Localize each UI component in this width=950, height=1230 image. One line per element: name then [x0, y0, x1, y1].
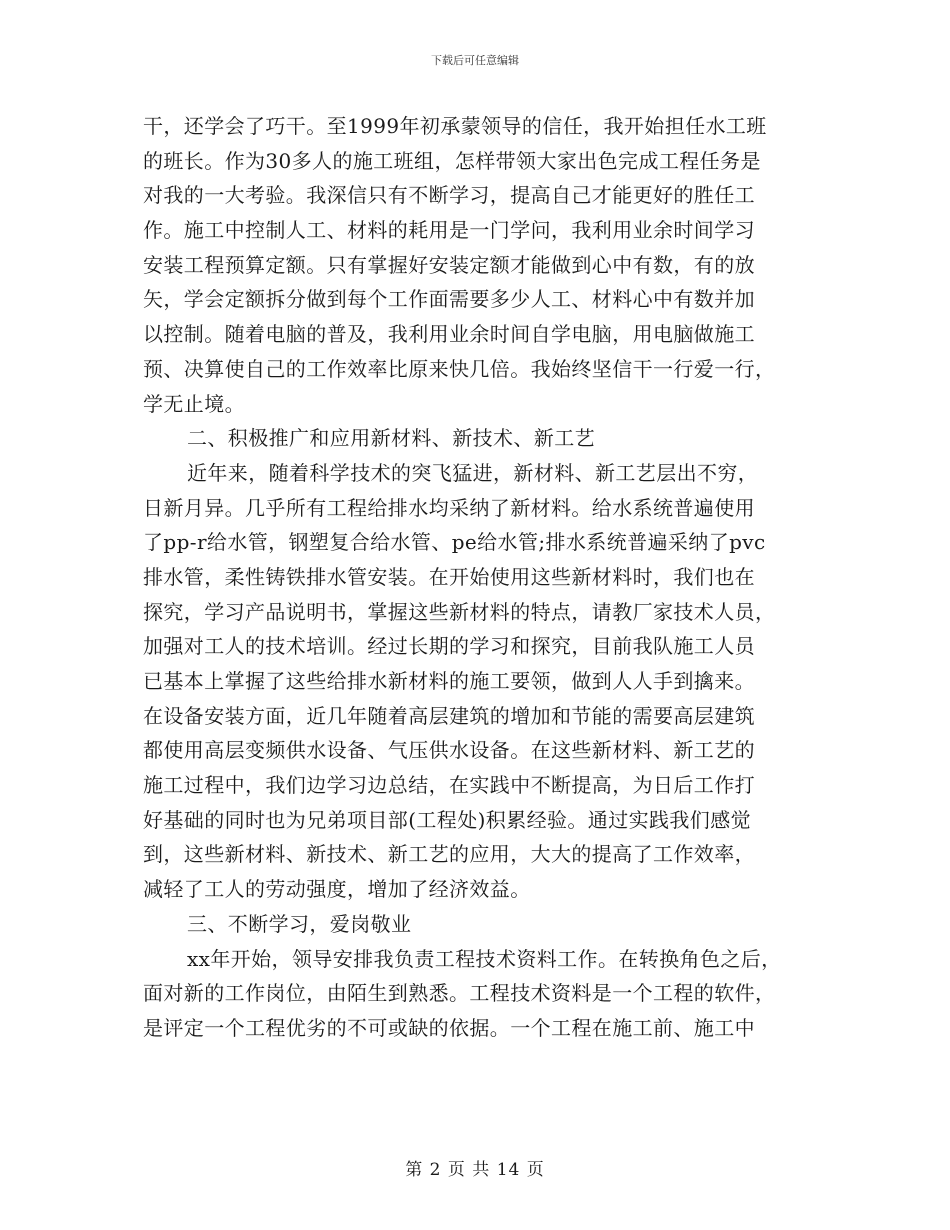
body-line: 加强对工人的技术培训。经过长期的学习和探究，目前我队施工人员 — [143, 634, 755, 659]
body-line: 日新月异。几乎所有工程给排水均采纳了新材料。给水系统普遍使用 — [143, 495, 755, 520]
body-line: 到，这些新材料、新技术、新工艺的应用，大大的提高了工作效率， — [143, 842, 755, 867]
body-line: 学无止境。 — [143, 391, 245, 416]
body-line: 面对新的工作岗位，由陌生到熟悉。工程技术资料是一个工程的软件， — [143, 981, 776, 1006]
body-line: xx年开始，领导安排我负责工程技术资料工作。在转换角色之后， — [187, 946, 782, 971]
page-header: 下载后可任意编辑 — [431, 54, 519, 67]
page-number: 第 2 页 共 14 页 — [405, 1160, 545, 1180]
body-line: 作。施工中控制人工、材料的耗用是一门学问，我利用业余时间学习 — [143, 218, 755, 243]
body-line: 是评定一个工程优劣的不可或缺的依据。一个工程在施工前、施工中 — [143, 1015, 755, 1040]
body-line: 好基础的同时也为兄弟项目部(工程处)积累经验。通过实践我们感觉 — [143, 807, 752, 832]
section-heading: 三、不断学习，爱岗敬业 — [187, 911, 412, 936]
body-line: 预、决算使自己的工作效率比原来快几倍。我始终坚信干一行爱一行， — [143, 356, 776, 381]
body-line: 对我的一大考验。我深信只有不断学习，提高自己才能更好的胜任工 — [143, 183, 755, 208]
body-line: 以控制。随着电脑的普及，我利用业余时间自学电脑，用电脑做施工 — [143, 322, 755, 347]
section-heading: 二、积极推广和应用新材料、新技术、新工艺 — [187, 426, 595, 451]
body-line: 安装工程预算定额。只有掌握好安装定额才能做到心中有数，有的放 — [143, 252, 755, 277]
body-line: 探究，学习产品说明书，掌握这些新材料的特点，请教厂家技术人员， — [143, 599, 776, 624]
body-line: 排水管，柔性铸铁排水管安装。在开始使用这些新材料时，我们也在 — [143, 564, 755, 589]
body-line: 在设备安装方面，近几年随着高层建筑的增加和节能的需要高层建筑 — [143, 703, 755, 728]
document-body — [143, 109, 811, 1046]
body-line: 都使用高层变频供水设备、气压供水设备。在这些新材料、新工艺的 — [143, 738, 755, 763]
body-line: 已基本上掌握了这些给排水新材料的施工要领，做到人人手到擒来。 — [143, 669, 755, 693]
body-line: 施工过程中，我们边学习边总结，在实践中不断提高，为日后工作打 — [143, 773, 755, 798]
body-line: 了pp-r给水管，钢塑复合给水管、pe给水管;排水系统普遍采纳了pvc — [143, 530, 766, 555]
body-line: 干，还学会了巧干。至1999年初承蒙领导的信任，我开始担任水工班 — [143, 114, 767, 138]
body-line: 减轻了工人的劳动强度，增加了经济效益。 — [143, 877, 531, 902]
body-line: 近年来，随着科学技术的突飞猛进，新材料、新工艺层出不穷， — [187, 460, 759, 485]
body-line: 的班长。作为30多人的施工班组，怎样带领大家出色完成工程任务是 — [143, 148, 761, 173]
body-line: 矢，学会定额拆分做到每个工作面需要多少人工、材料心中有数并加 — [143, 287, 755, 312]
